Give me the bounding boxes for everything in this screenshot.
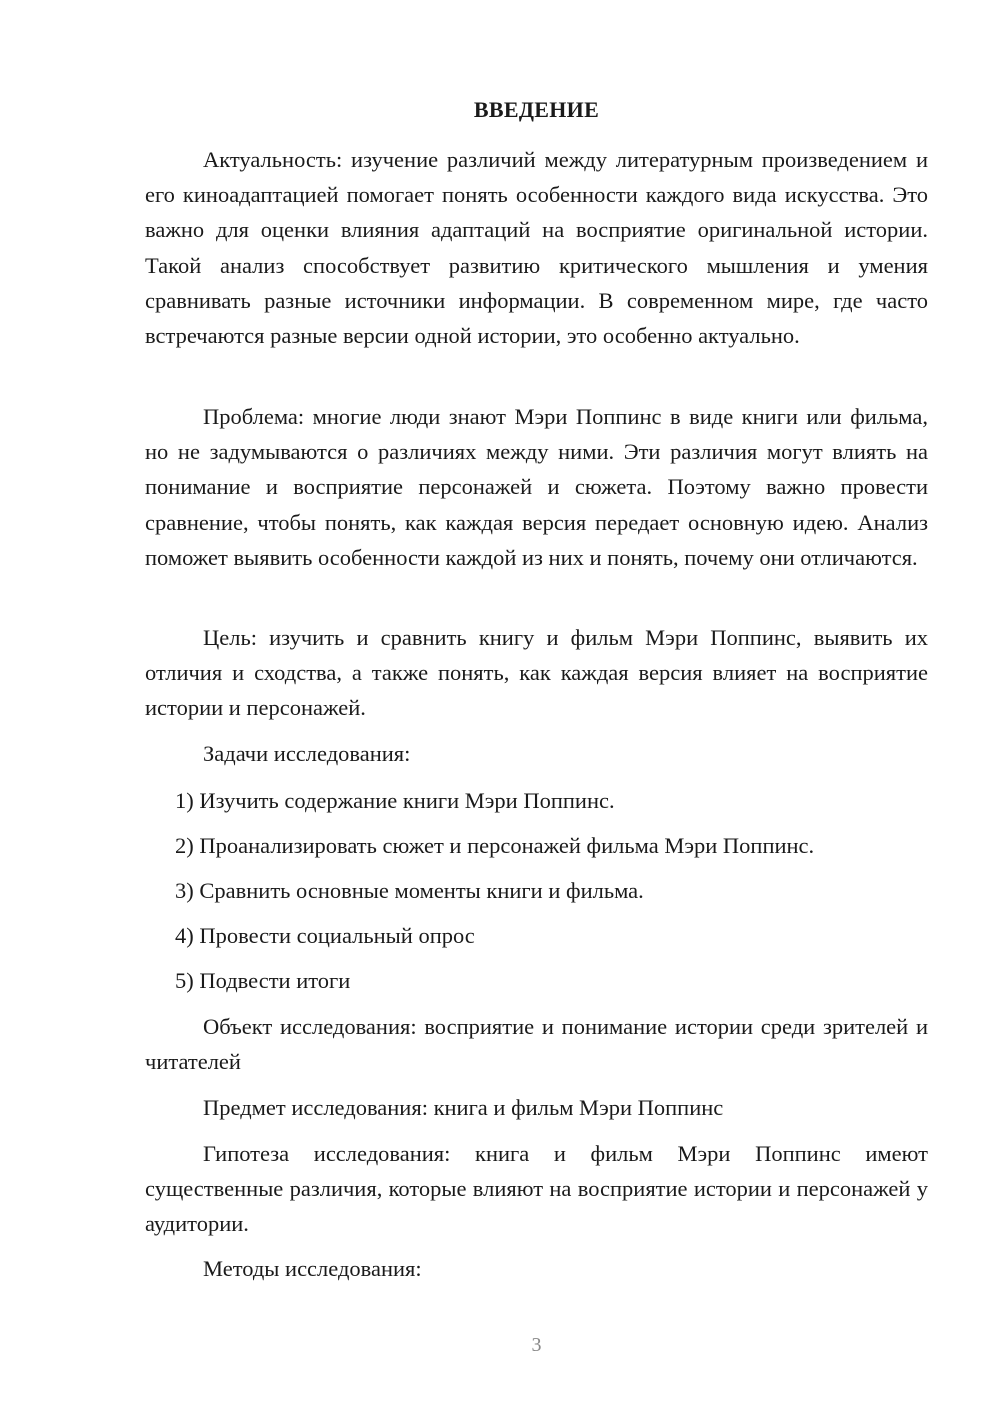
- methods-title: Методы исследования:: [203, 1256, 422, 1281]
- task-item: 1) Изучить содержание книги Мэри Поппинс.: [175, 788, 615, 813]
- task-item: 2) Проанализировать сюжет и персонажей фильма Мэри Поппинс.: [175, 833, 815, 858]
- section-heading: ВВЕДЕНИЕ: [473, 97, 600, 122]
- paragraph-object: Объект исследования: восприятие и понимание истории среди зрителей и читателей: [145, 1014, 928, 1075]
- paragraph-subject: Предмет исследования: книга и фильм Мэри Поппинс: [203, 1095, 724, 1120]
- paragraph-relevance: Актуальность: изучение различий между литературным произведением и его киноадаптацией помогает понять особенности каждого вида искусства. Это важно для оценки влияния адаптаций на восприятие оригинальной истории. Такой анализ способствует развитию критического мышления и умения сравнивать разные источники информации. В современном мире, где часто встречаются разные версии одной истории, это особенно актуально.: [145, 147, 928, 349]
- paragraph-hypothesis: Гипотеза исследования: книга и фильм Мэри Поппинс имеют существенные различия, которые влияют на восприятие истории и персонажей у аудитории.: [145, 1141, 928, 1237]
- paragraph-problem: Проблема: многие люди знают Мэри Поппинс в виде книги или фильма, но не задумываются о различиях между ними. Эти различия могут влиять на понимание и восприятие персонажей и сюжета. Поэтому важно провести сравнение, чтобы понять, как каждая версия передает основную идею. Анализ поможет выявить особенности каждой из них и понять, почему они отличаются.: [145, 404, 928, 570]
- task-item: 3) Сравнить основные моменты книги и фильма.: [175, 878, 644, 903]
- task-item: 4) Провести социальный опрос: [175, 923, 475, 948]
- page-number: 3: [531, 1334, 542, 1356]
- document-page: [145, 0, 928, 1414]
- tasks-title: Задачи исследования:: [203, 741, 411, 766]
- task-item: 5) Подвести итоги: [175, 968, 351, 993]
- paragraph-goal: Цель: изучить и сравнить книгу и фильм Мэри Поппинс, выявить их отличия и сходства, а также понять, как каждая версия влияет на восприятие истории и персонажей.: [145, 625, 928, 721]
